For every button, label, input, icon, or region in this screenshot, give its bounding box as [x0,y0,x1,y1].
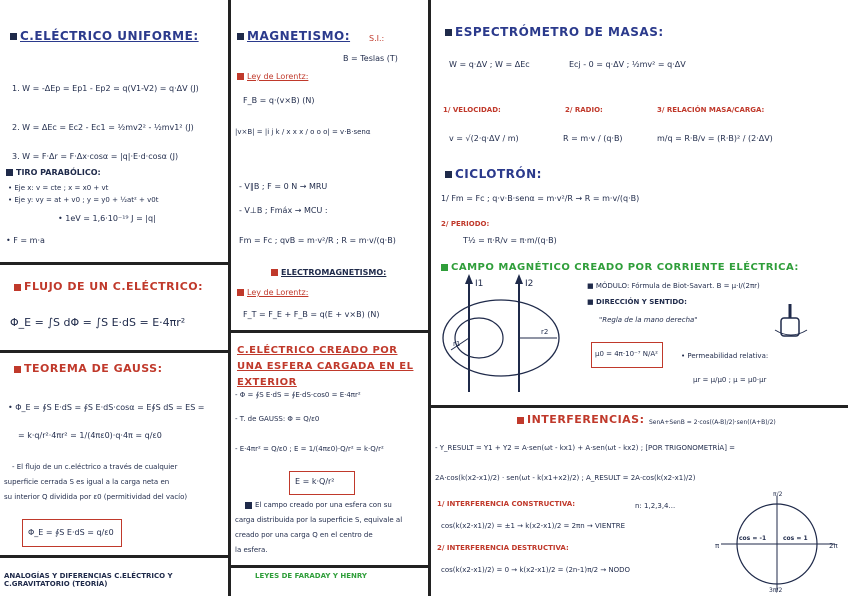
lorentz-label: Ley de Lorentz: [237,72,308,81]
equation-gauss-1: • Φ_E = ∮S E·dS = ∮S E·dS·cosα = E∮S dS = ES = [8,403,205,412]
panel-analogias [0,558,228,596]
period-label: 2/ PERIODO: [441,220,490,228]
gauss-text-1: - El flujo de un c.eléctrico a través de cualquier [12,463,178,471]
equation-axis-y: • Eje y: vy = at + v0 ; y = y0 + ½at² + v0t [8,196,159,204]
label-r1: r1 [453,340,461,348]
panel-esfera [231,333,428,565]
sphere-text-3: creado por una carga Q en el centro de [235,531,373,539]
label-2pi: 2π [829,542,838,550]
panel-title: MAGNETISMO: [237,30,350,44]
equation-velocity: v = √(2·q·ΔV / m) [449,134,519,143]
wire-field-diagram [439,272,589,402]
subtitle-tiro: TIRO PARABÓLICO: [6,168,101,177]
panel-title: C.ELÉCTRICO UNIFORME: [10,30,199,44]
equation-constructive: cos(k(x2-x1)/2) = ±1 → k(x2-x1)/2 = 2πn → VIENTRE [441,522,626,530]
label-cos-plus: cos = 1 [783,535,808,542]
biot-savart: ■ MÓDULO: Fórmula de Biot-Savart. B = μ·I/(2πr) [587,282,760,290]
mass-charge-label: 3/ RELACIÓN MASA/CARGA: [657,106,765,114]
constructive-label: 1/ INTERFERENCIA CONSTRUCTIVA: [437,500,576,508]
equation-lorentz: F_B = q·(v×B) (N) [243,96,315,105]
equation-radius-spectrometer: R = m·v / (q·B) [563,134,623,143]
label-pi: π [715,542,720,550]
equation-period: T½ = π·R/v = π·m/(q·B) [463,236,557,245]
panel-faraday [231,568,428,596]
trig-identity: SenA+SenB = 2·cos((A-B)/2)·sen((A+B)/2) [649,419,776,426]
lorentz-label-2: Ley de Lorentz: [237,288,308,297]
equation-gauss-2: = k·q/r²·4πr² = 1/(4πε0)·q·4π = q/ε0 [18,431,162,440]
panel-campo-uniforme [0,0,228,262]
panel-flujo [0,265,228,350]
equation-sphere-flux: - Φ = ∮S E·dS = ∮E·dS·cos0 = E·4πr² [235,391,361,399]
label-cos-minus: cos = -1 [739,535,767,542]
equation-sphere-field: - E·4πr² = Q/ε0 ; E = 1/(4πε0)·Q/r² = k·Q/r² [235,445,384,453]
equation-radius: Fm = Fc ; qvB = m·v²/R ; R = m·v/(q·B) [239,236,396,245]
panel-title: INTERFERENCIAS: [517,414,645,427]
panel-gauss [0,353,228,555]
wire-1-arrow-icon [465,274,473,284]
equation-cross-product: |v×B| = |i j k / x x x / o o o| = v·B·senα [235,128,371,136]
direction-label: ■ DIRECCIÓN Y SENTIDO: [587,298,687,306]
equation-sphere-gauss: - T. de GAUSS: Φ = Q/ε0 [235,415,320,423]
equation-cyclotron-radius: 1/ Fm = Fc ; q·v·B·senα = m·v²/R → R = m·v/(q·B) [441,194,640,203]
label-i1: I1 [475,279,484,289]
panel-title: ANALOGÍAS Y DIFERENCIAS C.ELÉCTRICO Y C.GRAVITATORIO (TEORÍA) [4,572,173,589]
radius-label: 2/ RADIO: [565,106,603,114]
destructive-label: 2/ INTERFERENCIA DESTRUCTIVA: [437,544,569,552]
equation-kinetic-spectrometer: Ecj - 0 = q·ΔV ; ½mv² = q·ΔV [569,60,686,69]
magnetic-field-title: CAMPO MAGNÉTICO CREADO POR CORRIENTE ELÉCTRICA: [441,262,799,274]
gauss-text-3: su interior Q dividida por ε0 (permitividad del vacío) [4,493,188,501]
sphere-text-2: carga distribuida por la superficie S, equivale al [235,516,403,524]
electromagnetismo-label: ELECTROMAGNETISMO: [271,268,386,277]
label-r2: r2 [541,328,549,336]
equation-flux: Φ_E = ∫S dΦ = ∫S E·dS = E·4πr² [10,316,186,329]
equation-electronvolt: • 1eV = 1,6·10⁻¹⁹ J = |q| [58,214,156,223]
equation-mass-charge: m/q = R·B/v = (R·B)² / (2·ΔV) [657,134,773,143]
case-parallel: - V∥B ; F = 0 N → MRU [239,182,328,191]
relative-permeability-label: • Permeabilidad relativa: [681,352,769,360]
panel-interferencias [431,408,848,596]
mu0-value: μ0 = 4π·10⁻⁷ N/A² [595,350,658,358]
equation-sphere-result: E = k·Q/r² [295,477,335,486]
wire-2-arrow-icon [515,274,523,284]
panel-title: TEOREMA DE GAUSS: [14,363,163,376]
equation-work-potential: 1. W = -ΔEp = Ep1 - Ep2 = q(V1-V2) = q·ΔV (J) [12,84,199,93]
n-values: n: 1,2,3,4... [635,502,676,510]
sphere-text-1: El campo creado por una esfera con su [245,501,392,509]
panel-magnetismo [231,0,428,330]
equation-interference-1: - Y_RESULT = Y1 + Y2 = A·sen(ωt - kx1) + A·sen(ωt - kx2) ; [POR TRIGONOMETRÍA] = [435,444,736,452]
relative-permeability-eq: μr = μ/μ0 ; μ = μ0·μr [693,376,767,384]
panel-title: LEYES DE FARADAY Y HENRY [255,572,367,580]
right-hand-rule: "Regla de la mano derecha" [599,316,698,324]
gauss-text-2: superficie cerrada S es igual a la carga neta en [4,478,170,486]
cyclotron-title: CICLOTRÓN: [445,168,542,182]
label-half-pi: π/2 [773,491,783,498]
field-loop-inner [455,318,503,358]
panel-title: ESPECTRÓMETRO DE MASAS: [445,26,664,40]
equation-lorentz-total: F_T = F_E + F_B = q(E + v×B) (N) [243,310,380,319]
equation-work-spectrometer: W = q·ΔV ; W = ΔEc [449,60,530,69]
equation-destructive: cos(k(x2-x1)/2) = 0 → k(x2-x1)/2 = (2n-1)π/2 → NODO [441,566,631,574]
label-i2: I2 [525,279,534,289]
equation-work-force: 3. W = F·Δr = F·Δx·cosα = |q|·E·d·cosα (J) [12,152,179,161]
thumb-up-icon [769,300,813,344]
equation-work-kinetic: 2. W = ΔEc = Ec2 - Ec1 = ½mv2² - ½mv1² (J) [12,123,194,132]
panel-espectrometro [431,0,848,405]
label-three-half-pi: 3π/2 [769,587,783,594]
unit-circle-diagram [715,490,845,594]
case-perpendicular: - V⊥B ; Fmáx → MCU : [239,206,328,215]
sphere-text-4: la esfera. [235,546,268,554]
si-label: S.I.: [369,34,385,43]
panel-title: FLUJO DE UN C.ELÉCTRICO: [14,281,203,294]
equation-newton: • F = m·a [6,236,45,245]
equation-gauss-result: Φ_E = ∮S E·dS = q/ε0 [28,528,114,537]
equation-interference-2: 2A·cos(k(x2-x1)/2) · sen(ωt - k(x1+x2)/2) ; A_RESULT = 2A·cos(k(x2-x1)/2) [435,474,696,482]
si-tesla: B = Teslas (T) [343,54,398,63]
velocity-label: 1/ VELOCIDAD: [443,106,501,114]
equation-axis-x: • Eje x: v = cte ; x = x0 + vt [8,184,109,192]
panel-title: C.ELÉCTRICO CREADO POR UNA ESFERA CARGADA EN EL EXTERIOR [237,345,414,388]
